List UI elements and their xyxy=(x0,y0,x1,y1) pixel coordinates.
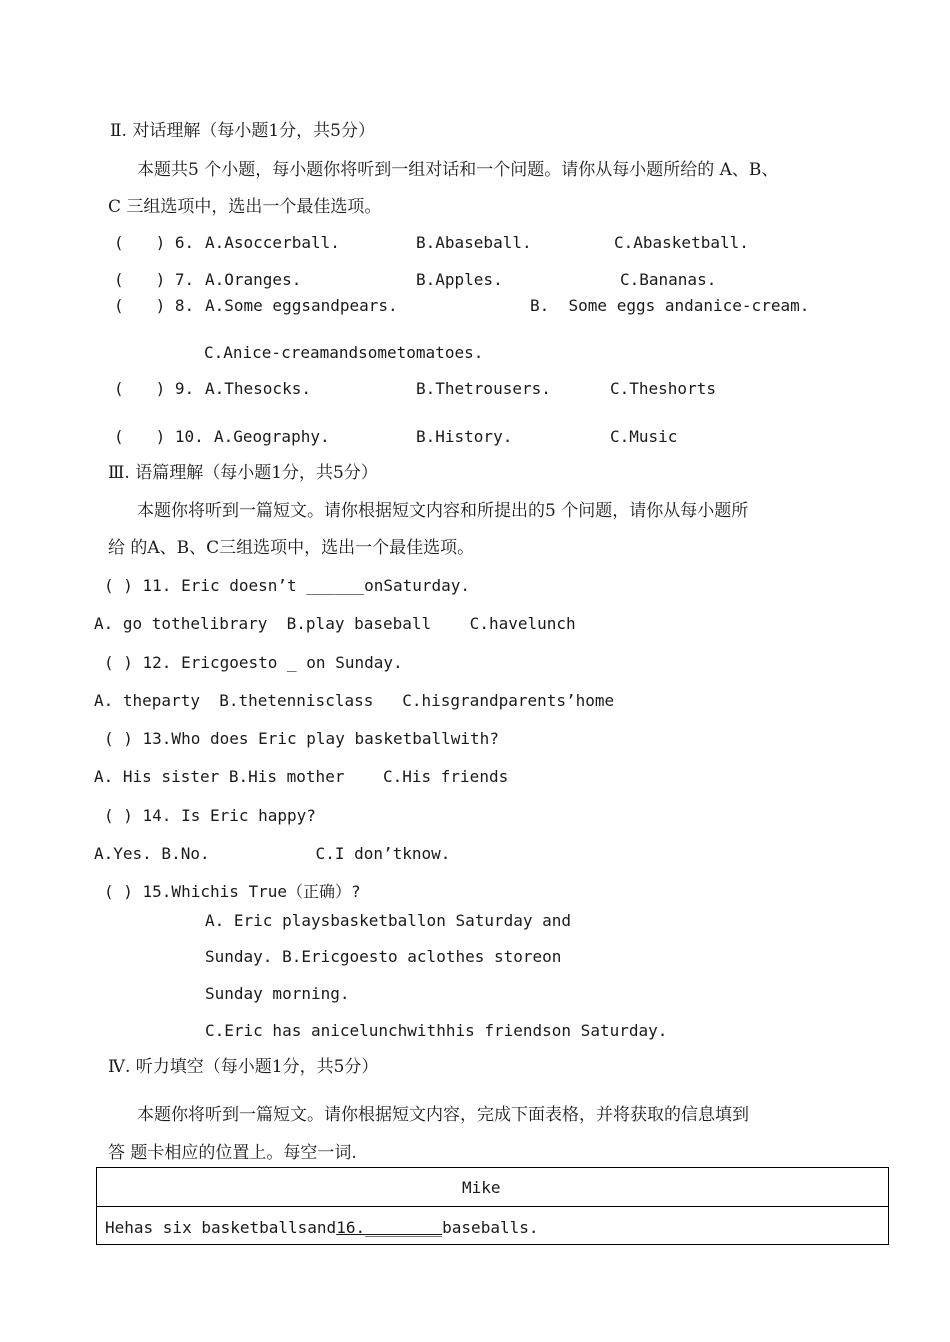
q14-question: ( ) 14. Is Eric happy? xyxy=(104,806,316,825)
section4-intro-line1: 本题你将听到一篇短文。请你根据短文内容，完成下面表格，并将获取的信息填到 xyxy=(137,1105,749,1125)
q6-option-a: A.Asoccerball. xyxy=(205,233,340,252)
q14-options: A.Yes. B.No. C.I don’tknow. xyxy=(94,844,451,863)
q10-option-c: C.Music xyxy=(610,427,678,446)
q10-number: ( ) 10. xyxy=(114,427,204,446)
q12-options: A. theparty B.thetennisclass C.hisgrandparents’home xyxy=(94,691,615,710)
answer-blank-16[interactable]: 16.________ xyxy=(336,1218,443,1237)
q8-number: ( ) 8. xyxy=(114,296,195,315)
q7-option-c: C.Bananas. xyxy=(620,270,717,289)
q15-question: ( ) 15.Whichis True（正确）? xyxy=(104,882,361,901)
fill-in-table xyxy=(96,1167,889,1245)
q13-question: ( ) 13.Who does Eric play basketballwith? xyxy=(104,729,499,748)
q9-option-c: C.Theshorts xyxy=(610,379,716,398)
table-row-prefix: Hehas six basketballsand xyxy=(105,1218,337,1237)
section2-heading: Ⅱ. 对话理解（每小题1分，共5分） xyxy=(110,121,375,141)
section2-intro-line2: C 三组选项中，选出一个最佳选项。 xyxy=(108,197,382,217)
table-row-suffix: baseballs. xyxy=(442,1218,539,1237)
section2-intro-line1: 本题共5 个小题，每小题你将听到一组对话和一个问题。请你从每小题所给的 A、B、 xyxy=(137,160,779,180)
q11-question: ( ) 11. Eric doesn’t ______onSaturday. xyxy=(104,576,471,595)
q8-option-b: B. Some eggs andanice-cream. xyxy=(530,296,810,315)
q15-option-a-line2: Sunday. B.Ericgoesto aclothes storeon xyxy=(205,947,562,966)
section4-intro-line2: 答 题卡相应的位置上。每空一词. xyxy=(108,1143,357,1163)
q9-option-a: A.Thesocks. xyxy=(205,379,311,398)
q13-options: A. His sister B.His mother C.His friends xyxy=(94,767,509,786)
section3-intro-line2: 给 的A、B、C三组选项中，选出一个最佳选项。 xyxy=(108,538,475,558)
section4-heading: Ⅳ. 听力填空（每小题1分，共5分） xyxy=(108,1057,379,1077)
q10-option-a: A.Geography. xyxy=(214,427,330,446)
q12-question: ( ) 12. Ericgoesto _ on Sunday. xyxy=(104,653,403,672)
q6-option-b: B.Abaseball. xyxy=(416,233,532,252)
q15-option-a-line3: Sunday morning. xyxy=(205,984,350,1003)
table-row-text xyxy=(105,1217,538,1239)
q9-number: ( ) 9. xyxy=(114,379,195,398)
q8-option-c: C.Anice-creamandsometomatoes. xyxy=(204,343,484,362)
table-header-mike: Mike xyxy=(462,1178,501,1197)
table-header-row xyxy=(97,1168,888,1207)
q10-option-b: B.History. xyxy=(416,427,513,446)
q9-option-b: B.Thetrousers. xyxy=(416,379,551,398)
q7-number: ( ) 7. xyxy=(114,270,195,289)
q8-option-a: A.Some eggsandpears. xyxy=(205,296,398,315)
section3-heading: Ⅲ. 语篇理解（每小题1分，共5分） xyxy=(108,463,378,483)
q6-option-c: C.Abasketball. xyxy=(614,233,749,252)
q15-option-a-line1: A. Eric playsbasketballon Saturday and xyxy=(205,911,572,930)
q7-option-a: A.Oranges. xyxy=(205,270,302,289)
section3-intro-line1: 本题你将听到一篇短文。请你根据短文内容和所提出的5 个问题，请你从每小题所 xyxy=(137,501,749,521)
q7-option-b: B.Apples. xyxy=(416,270,503,289)
q6-number: ( ) 6. xyxy=(114,233,195,252)
q15-option-c: C.Eric has anicelunchwithhis friendson Saturday. xyxy=(205,1021,668,1040)
q11-options: A. go tothelibrary B.play baseball C.havelunch xyxy=(94,614,576,633)
